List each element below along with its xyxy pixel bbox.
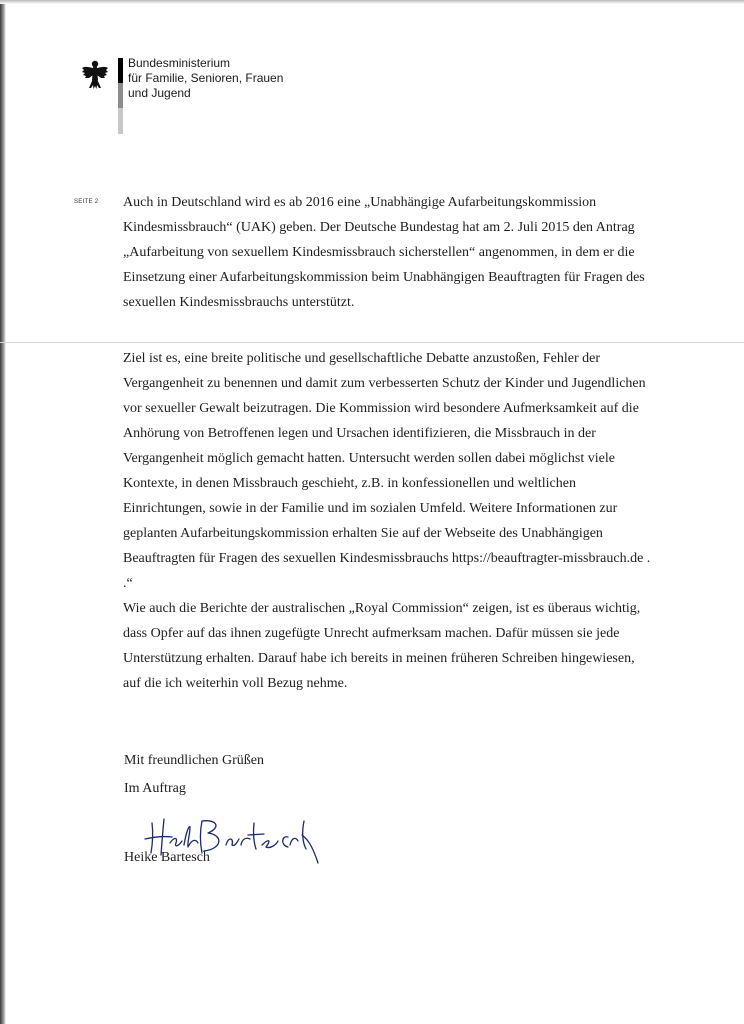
closing-greeting: Mit freundlichen Grüßen	[124, 753, 264, 768]
paragraph-commission-goals	[123, 346, 723, 596]
text-line: sexuellen Kindesmissbrauchs unterstützt.	[123, 295, 355, 310]
text-line: Auch in Deutschland wird es ab 2016 eine „Unabhängige Aufarbeitungskommission	[123, 195, 597, 210]
text-line: Einrichtungen, sowie in der Familie und im sozialen Umfeld. Weitere Informationen zur	[123, 501, 618, 516]
text-line: vor sexueller Gewalt beizutragen. Die Kommission wird besondere Aufmerksamkeit auf die	[123, 401, 639, 416]
text-line: Kontexte, in denen Missbrauch geschieht, z.B. in konfessionellen und weltlichen	[123, 476, 576, 491]
ministry-line: für Familie, Senioren, Frauen	[128, 71, 284, 85]
text-line: Vergangenheit möglich gemacht hatten. Untersucht werden sollen dabei möglichst viele	[123, 451, 615, 466]
text-line: geplanten Aufarbeitungskommission erhalten Sie auf der Webseite des Unabhängigen	[123, 526, 603, 541]
closing-block	[124, 747, 264, 803]
text-line: Unterstützung erhalten. Darauf habe ich bereits in meinen früheren Schreiben hingewiesen,	[123, 651, 635, 666]
text-line: dass Opfer auf das ihnen zugefügte Unrecht aufmerksam machen. Dafür müssen sie jede	[123, 626, 620, 641]
scan-edge	[0, 0, 6, 1024]
text-line: „Aufarbeitung von sexuellem Kindesmissbrauch sicherstellen“ angenommen, in dem er die	[123, 245, 635, 260]
text-line: Anhörung von Betroffenen legen und Ursachen identifizieren, die Missbrauch in der	[123, 426, 596, 441]
text-line: Kindesmissbrauch“ (UAK) geben. Der Deutsche Bundestag hat am 2. Juli 2015 den Antrag	[123, 220, 635, 235]
paragraph-uak-announcement	[123, 190, 723, 315]
federal-eagle-icon	[80, 58, 110, 92]
text-line: Beauftragten für Fragen des sexuellen Kindesmissbrauchs https://beauftragter-missbrauch.de .	[123, 551, 651, 566]
text-line: Wie auch die Berichte der australischen „Royal Commission“ zeigen, ist es überaus wichtig,	[123, 601, 641, 616]
paper-fold-line	[0, 342, 744, 343]
text-line: Vergangenheit zu benennen und damit zum verbesserten Schutz der Kinder und Jugendlichen	[123, 376, 646, 391]
text-line: Ziel ist es, eine breite politische und gesellschaftliche Debatte anzustoßen, Fehler der	[123, 351, 600, 366]
text-line: Einsetzung einer Aufarbeitungskommission beim Unabhängigen Beauftragten für Fragen des	[123, 270, 645, 285]
page-number-label: SEITE 2	[74, 199, 99, 205]
paragraph-royal-commission	[123, 596, 723, 696]
ministry-line: und Jugend	[128, 86, 191, 100]
text-line: auf die ich weiterhin voll Bezug nehme.	[123, 676, 348, 691]
letterhead-color-bar	[118, 58, 123, 134]
signer-name: Heike Bartesch	[124, 850, 210, 865]
closing-on-behalf: Im Auftrag	[124, 781, 186, 796]
ministry-name	[128, 56, 368, 101]
text-line: .“	[123, 576, 133, 591]
ministry-line: Bundesministerium	[128, 56, 231, 70]
scan-edge-top	[0, 0, 744, 4]
